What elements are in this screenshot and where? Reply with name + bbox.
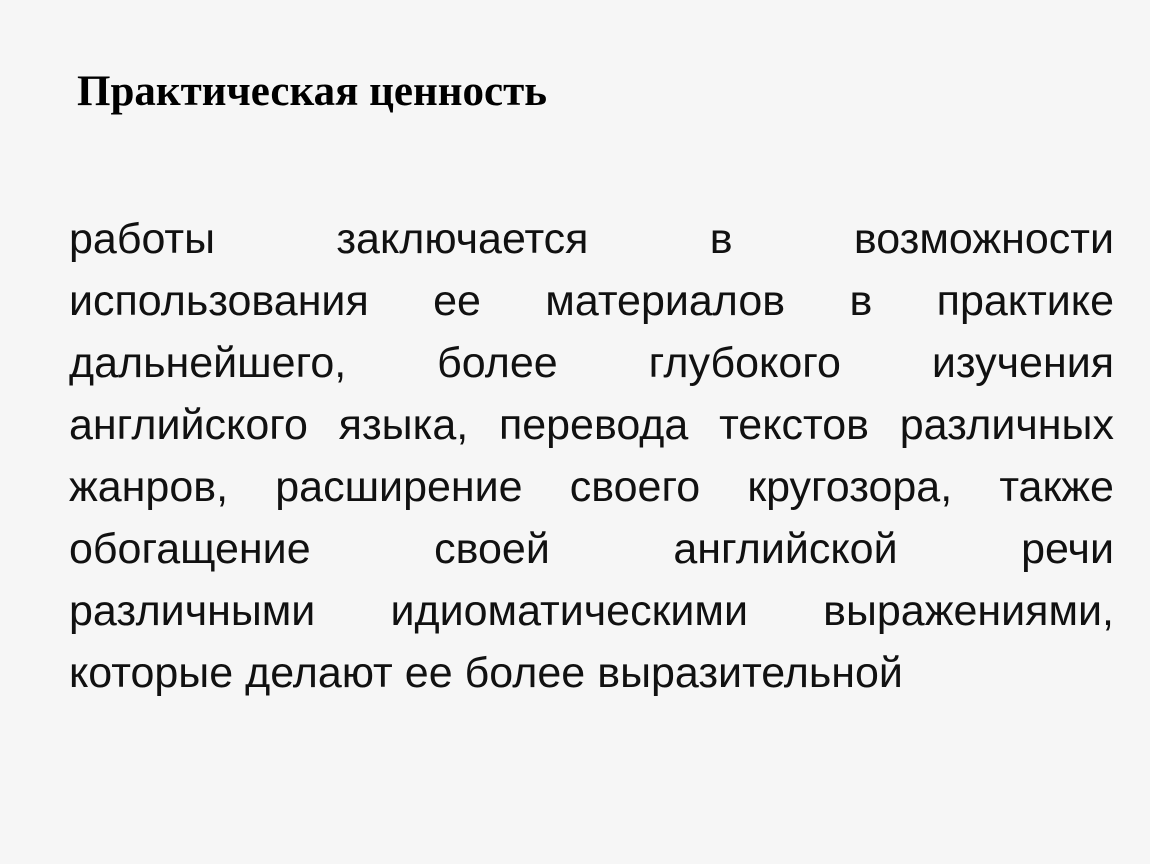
word: языка, xyxy=(338,401,469,449)
paragraph-line xyxy=(69,208,1114,270)
word: ее xyxy=(404,649,453,697)
paragraph-line xyxy=(69,332,1114,394)
paragraph-line xyxy=(69,394,1114,456)
word: возможности xyxy=(853,215,1114,263)
word: более xyxy=(437,339,558,387)
word: в xyxy=(849,277,873,325)
word: выражениями, xyxy=(823,587,1114,635)
word: изучения xyxy=(931,339,1114,387)
word: в xyxy=(709,215,733,263)
word: материалов xyxy=(545,277,786,325)
word: текстов xyxy=(719,401,869,449)
word: перевода xyxy=(498,401,689,449)
word: глубокого xyxy=(648,339,841,387)
paragraph-line xyxy=(69,518,1114,580)
word: использования xyxy=(69,277,369,325)
word: заключается xyxy=(336,215,589,263)
word: различных xyxy=(899,401,1114,449)
word: которые xyxy=(69,649,234,697)
word: ее xyxy=(433,277,481,325)
word: своей xyxy=(434,525,550,573)
word: различными xyxy=(69,587,316,635)
paragraph-line xyxy=(69,580,1114,642)
paragraph-line xyxy=(69,270,1114,332)
word: своего xyxy=(569,463,701,511)
word: жанров, xyxy=(69,463,229,511)
paragraph-line xyxy=(69,642,1114,704)
word: практике xyxy=(936,277,1114,325)
word: идиоматическими xyxy=(390,587,748,635)
word: дальнейшего, xyxy=(69,339,347,387)
word: делают xyxy=(245,649,393,697)
word: также xyxy=(999,463,1114,511)
word: английской xyxy=(673,525,898,573)
word: выразительной xyxy=(597,649,903,697)
paragraph-line xyxy=(69,456,1114,518)
word: расширение xyxy=(275,463,523,511)
word: кругозора, xyxy=(747,463,953,511)
word: более xyxy=(464,649,586,697)
word: обогащение xyxy=(69,525,311,573)
word: работы xyxy=(69,215,216,263)
word: речи xyxy=(1021,525,1114,573)
word: английского xyxy=(69,401,308,449)
slide-title: Практическая ценность xyxy=(77,68,547,115)
body-paragraph xyxy=(69,208,1114,704)
